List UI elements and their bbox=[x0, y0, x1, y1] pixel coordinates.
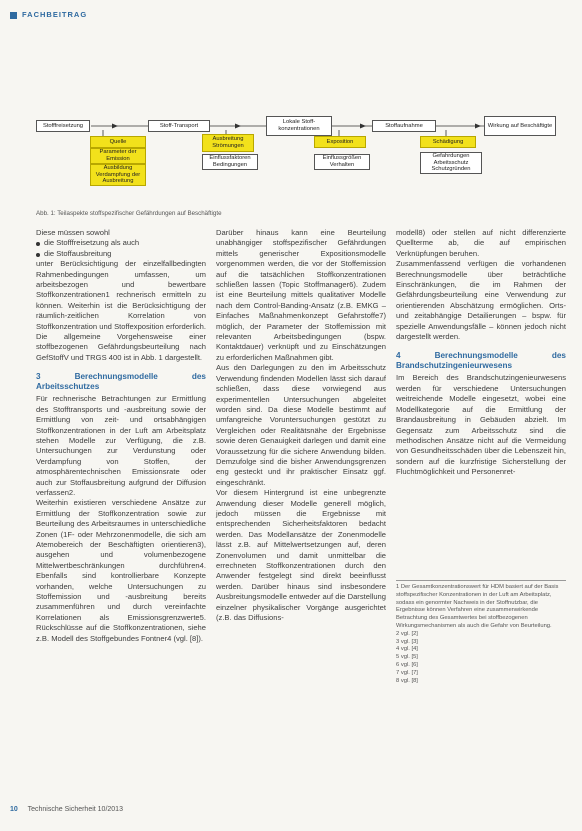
footnote: 2 vgl. [2] bbox=[396, 630, 418, 637]
footnote: 7 vgl. [7] bbox=[396, 669, 418, 676]
note-einflussfaktoren: Einflussfaktoren Bedingungen bbox=[202, 154, 258, 170]
col3-paragraph-1: modell8) oder stellen auf nicht differenzierte Quellterme ab, die auf empirischen Verknüpfungen beruhen. bbox=[396, 228, 566, 258]
note-einflussgroessen: Einflussgrößen Verhalten bbox=[314, 154, 370, 170]
flow-transport: Stoff-Transport bbox=[148, 120, 210, 132]
journal-title: Technische Sicherheit 10/2013 bbox=[27, 806, 123, 813]
col1-bullets bbox=[36, 238, 206, 259]
bullet-item: die Stofffreisetzung als auch bbox=[36, 238, 206, 248]
col1-intro: Diese müssen sowohl bbox=[36, 228, 110, 237]
flow-stoffaufnahme: Stoffaufnahme bbox=[372, 120, 436, 132]
note-gefaehrdungen: Gefahrdungen Arbeitsschutz Schutzgründen bbox=[420, 152, 482, 174]
footnote: 5 vgl. [5] bbox=[396, 654, 418, 661]
footnote: 1 Der Gesamtkonzentrationswert für HDM basiert auf der Basis stoffspezifischer Konzentrationen in der Luft am Arbeitsplatz, sodass ein genormter Nachweis in der Stoffnutzbar, die Ergebnisse können Verfahren eine zusammenwirkende Betrachtung des Gesamtwertes bei stoffbezogenen Wirkungsmechanismen als auch die Gefahr von Beurteilung. bbox=[396, 584, 559, 629]
page-number: 10 bbox=[10, 806, 18, 813]
heading-section-3: 3 Berechnungsmodelle des Arbeitsschutzes bbox=[36, 372, 206, 392]
box-ausbreitung-verdampfung: Ausbildung Verdampfung der Ausbreitung bbox=[90, 164, 146, 186]
section-header bbox=[0, 0, 582, 28]
col3-paragraph-2: Zusammenfassend verfügen die vorhandenen Berechnungsmodelle über beträchtliche Einschränkungen, die im Rahmen der Gefährdungsbeurteilung eine Verwendung zur orientierenden Abschätzung ermöglichen. Orts- und zeitabhängige Detailierungen – bspw. für spezielle Anwendungsfälle – können jedoch nicht dargestellt werden. bbox=[396, 259, 566, 342]
section-marker-icon bbox=[10, 12, 17, 19]
footnote: 4 vgl. [4] bbox=[396, 646, 418, 653]
col2-paragraph-2: Aus den Darlegungen zu den im Arbeitsschutz Verwendung findenden Modellen lässt sich darauf schließen, dass diese vorwiegend aus experimentellen Untersuchungen abgeleitet worden sind. Da diese Modelle bestimmt auf umfangreiche Voruntersuchungen gestützt zu Vergleichen oder Realitätsnähe der Ergebnisse sowie deren Genauigkeit darlegen und damit eine Voraussetzung für die sichere Anwendung bilden. Demzufolge sind die bisher Anwendungsgrenzen eng gesteckt und ihr praktischer Einsatz ggf. eingeschränkt. bbox=[216, 363, 386, 487]
column-2 bbox=[216, 228, 386, 623]
process-figure bbox=[36, 112, 568, 192]
col1-paragraph-2: Für rechnerische Betrachtungen zur Ermittlung des Stofftransports und -ausbreitung sowie der Ermittlung von zeit- und ortsabhängigen Stoffkonzentrationen in der Luft am Arbeitsplatz stehen Modelle zur Verfügung, die z.B. Untersuchungen zur Verdunstung oder Verdampfung von Stoffen, der atmosphärentechnischen Emissionsrate oder auch zur Stoffausbreitung aufgrund der Diffusion verfassen2. bbox=[36, 394, 206, 497]
column-3 bbox=[396, 228, 566, 478]
footnote: 6 vgl. [6] bbox=[396, 661, 418, 668]
column-1 bbox=[36, 228, 206, 644]
flow-stofffreisetzung: Stofffreisetzung bbox=[36, 120, 90, 132]
bullet-item: die Stoffausbreitung bbox=[36, 249, 206, 259]
box-schaedigung: Schädigung bbox=[420, 136, 476, 148]
section-label: FACHBEITRAG bbox=[22, 10, 88, 19]
footnote: 3 vgl. [3] bbox=[396, 638, 418, 645]
box-parameter-emission: Parameter der Emission bbox=[90, 148, 146, 164]
box-quelle: Quelle bbox=[90, 136, 146, 148]
col2-paragraph-1: Darüber hinaus kann eine Beurteilung unabhängiger stoffspezifischer Gefährdungen mittels generischer Expositionsmodelle vorgenommen werden, die vor der Stoffemission auf die tatsächlichen Stoffkonzentrationen schließen lassen (Topic Stoffmanager6). Zudem ist eine Beurteilung mittels qualitativer Modelle nach dem Control-Banding-Ansatz (z.B. EMKG – Einfaches Maßnahmenkonzept Gefahrstoffe7) möglich, der Parameter der Stoffemission mit relevanten Arbeitsbedingungen (bspw. Kontaktdauer) verknüpft und zu Einschätzungen zu erforderlichen Maßnahmen gibt. bbox=[216, 228, 386, 362]
box-ausbreitung: Ausbreitung Strömungen bbox=[202, 134, 254, 152]
col1-paragraph-1: unter Berücksichtigung der einzelfallbedingten Rahmenbedingungen umfassen, um arbeitsbezogen und bewertbare Stoffkonzentrationen1 rechnerisch ermitteln zu können. Weiterhin ist die Berücksichtigung der räumlich-zeitlichen Korrelation von Stoffkonzentration und Stoffexposition erforderlich. Die allgemeine Vorgehensweise einer stoffbezogenen Gefährdungsbeurteilung nach GefStoffV und TRGS 400 ist in Abb. 1 dargestellt. bbox=[36, 259, 206, 362]
footnotes bbox=[396, 580, 566, 685]
footnote: 8 vgl. [8] bbox=[396, 677, 418, 684]
figure-caption: Abb. 1: Teilaspekte stoffspezifischer Gefährdungen auf Beschäftigte bbox=[36, 210, 222, 217]
page-footer bbox=[10, 806, 123, 813]
flow-wirkung: Wirkung auf Beschäftigte bbox=[484, 116, 556, 136]
flow-lokale-konz: Lokale Stoff-konzentrationen bbox=[266, 116, 332, 136]
col2-paragraph-3: Vor diesem Hintergrund ist eine unbegrenzte Anwendung dieser Modelle generell möglich, jedoch müssen die Ergebnisse mit entsprechenden Sicherheitsfaktoren bedacht werden. Das Modellansätze der Zonenmodelle lässt z.B. auf Mittelwertsetzungen auf, deren Zonenvolumen und damit unmittelbar die errechneten Stoffkonzentrationen durch den Anwender festgelegt sind direkt beeinflusst werden. Darüber hinaus sind insbesondere Ausbreitungsmodelle entweder auf die Darstellung einzelner physikalischer Vorgänge ausgerichtet (z.B. das Diffusions- bbox=[216, 488, 386, 623]
box-exposition: Exposition bbox=[314, 136, 366, 148]
col3-paragraph-3: Im Bereich des Brandschutzingenieurwesens werden für verschiedene Untersuchungen weitreichende Modelle eingesetzt, wobei eine Modellkategorie auf die Ermittlung der Brandausbreitung in Gebäuden abzielt. Im Gegensatz zum Arbeitsschutz sind die methodischen Ansätze nicht auf die Vermeidung von Gesundheitsschäden über die Lebenszeit hin, sondern auf die kurzfristige Sicherstellung der Fluchtmöglichkeit und Personenret- bbox=[396, 373, 566, 477]
col1-paragraph-3: Weiterhin existieren verschiedene Ansätze zur Ermittlung der Stoffkonzentration sowie zur Beurteilung des Arbeitsraumes in unterschiedliche Zonen (1F- oder Mehrzonenmodelle, die sich am Atemobereich der Beschäftigten orientieren3), ausgehen und volumenbezogene Mittelwertbeschränkungen durchführen4. Ebenfalls sind kontrollierbare Konzepte vorhanden, welche Untersuchungen zu Stoffemission und -ausbreitung bereits zusammenführen und durch vereinfachte Korrelationen als Emissionsgrenzwerte5. Rückschlüsse auf die Stoffkonzentrationen, siehe z.B. Modell des Stoffgebundes Fontner4 (vgl. [8]). bbox=[36, 498, 206, 643]
heading-section-4: 4 Berechnungsmodelle des Brandschutzingenieurwesens bbox=[396, 351, 566, 371]
